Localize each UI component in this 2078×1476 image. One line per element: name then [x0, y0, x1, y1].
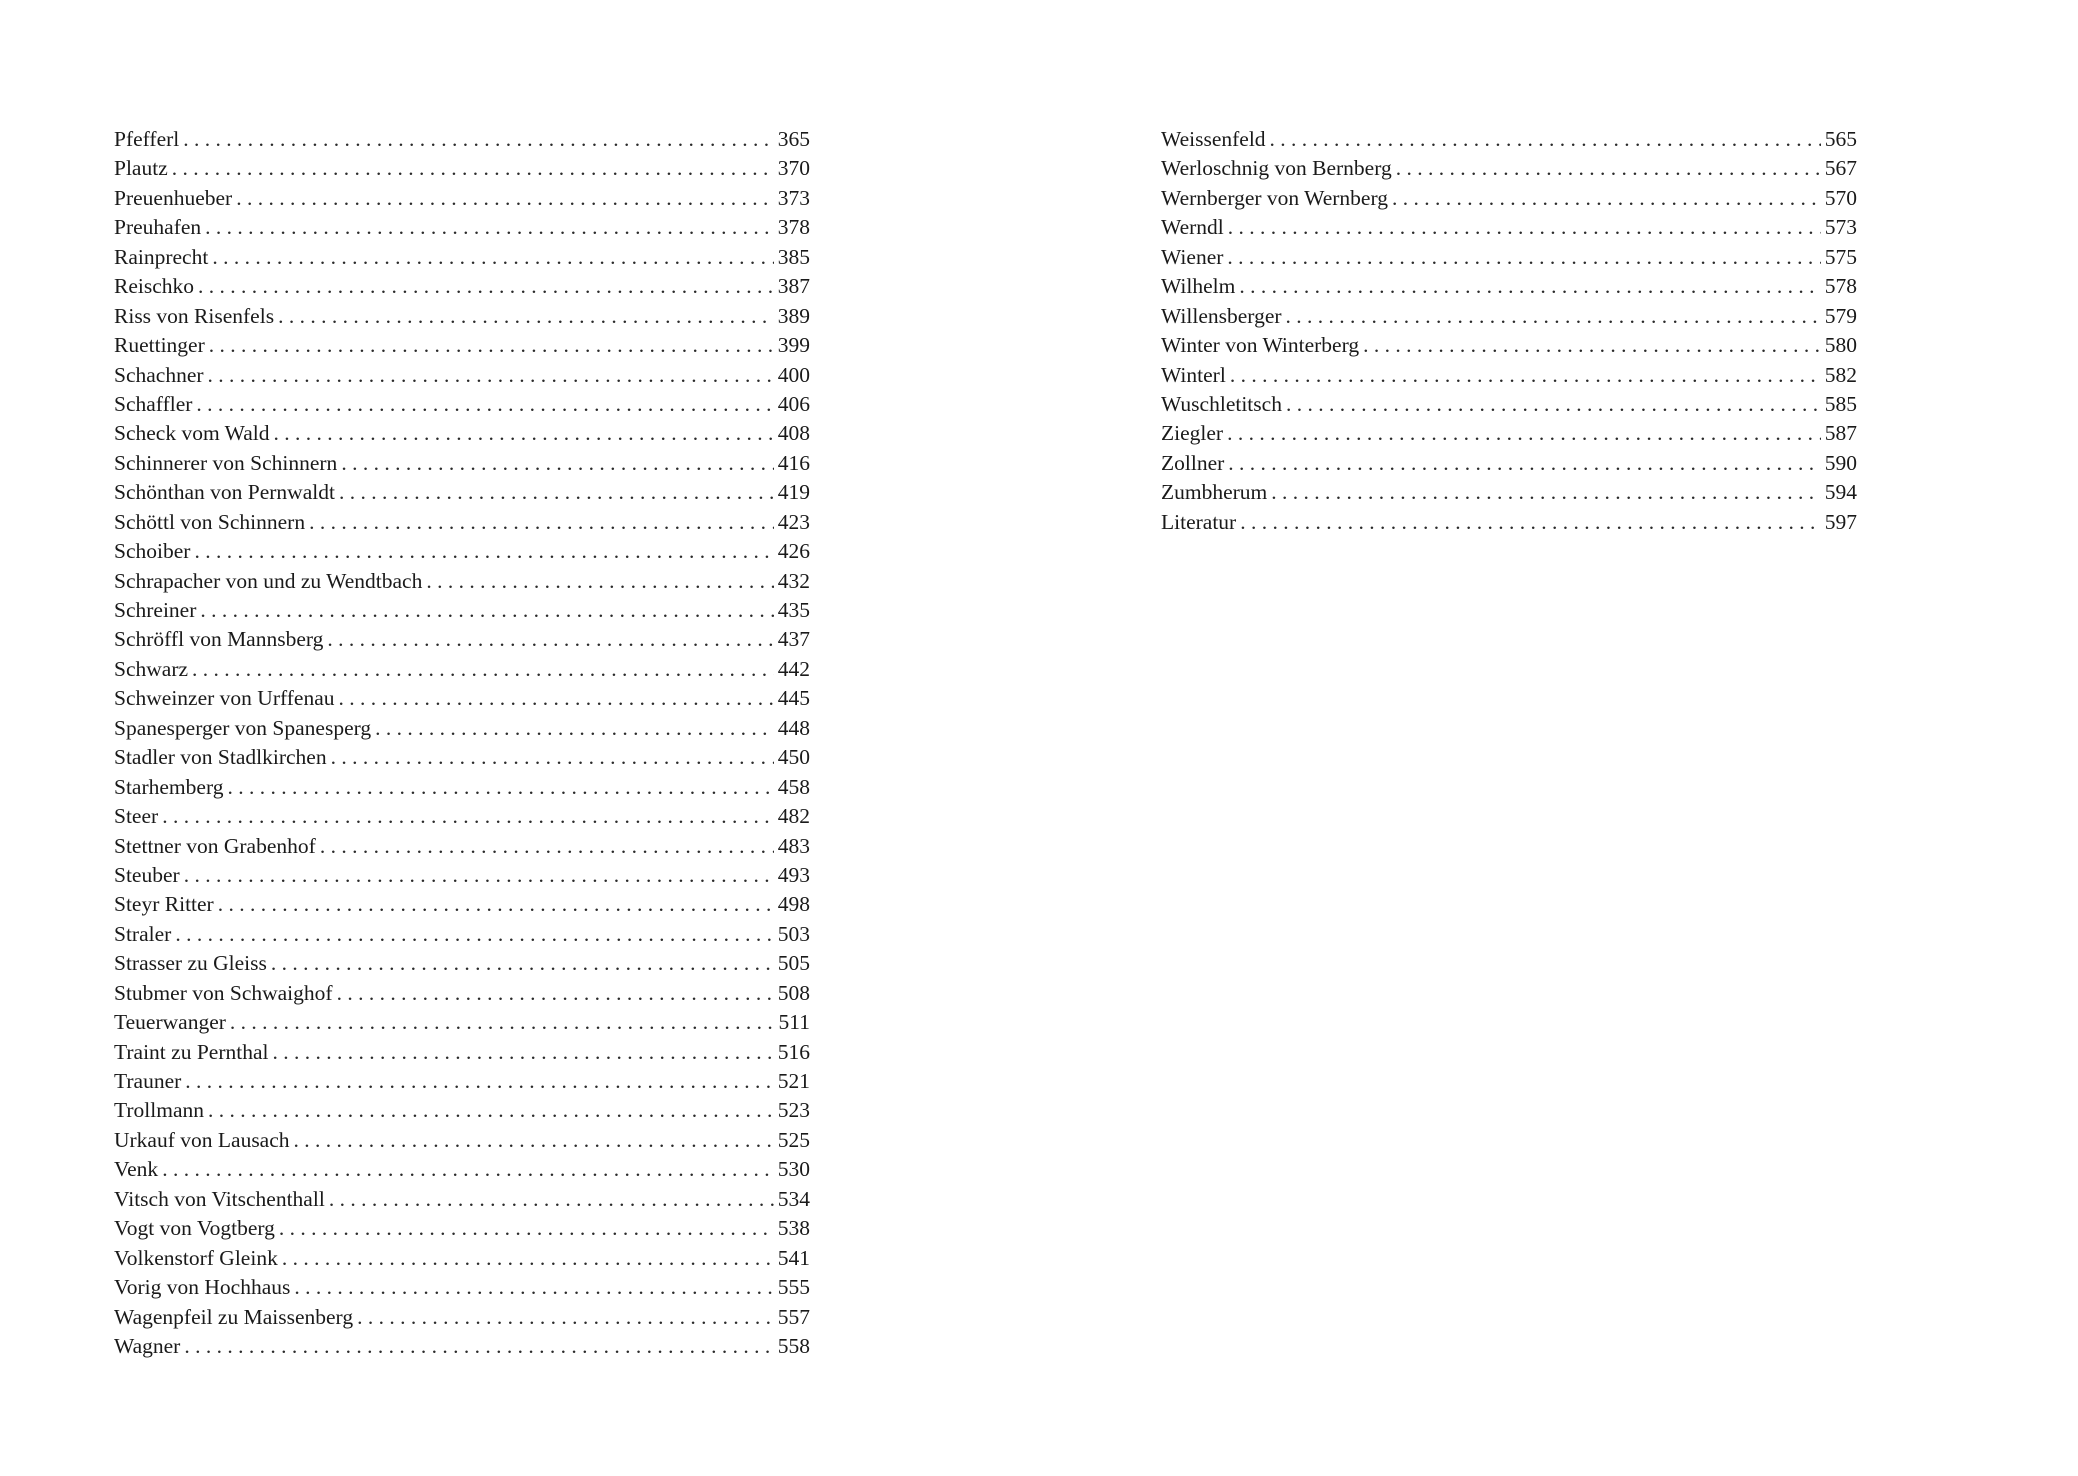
- toc-entry: [1161, 361, 1857, 390]
- toc-entry-name: Schröffl von Mannsberg: [114, 627, 324, 652]
- toc-entry-page-number: 555: [777, 1275, 810, 1300]
- toc-entry-page-number: 585: [1824, 391, 1857, 416]
- toc-entry-page-number: 508: [777, 980, 810, 1005]
- toc-entry-name: Literatur: [1161, 509, 1237, 534]
- toc-entry-name: Steuber: [114, 862, 180, 887]
- toc-entry: [114, 449, 810, 478]
- toc-entry-page-number: 406: [777, 391, 810, 416]
- toc-dot-leader: [175, 920, 773, 949]
- toc-entry-page-number: 387: [777, 274, 810, 299]
- toc-dot-leader: [272, 1038, 773, 1067]
- toc-entry: [114, 1244, 810, 1273]
- toc-entry-page-number: 573: [1824, 215, 1857, 240]
- toc-dot-leader: [375, 714, 774, 743]
- toc-entry-page-number: 419: [777, 480, 810, 505]
- toc-entry-name: Pfefferl: [114, 127, 180, 151]
- toc-entry-page-number: 587: [1824, 421, 1857, 446]
- toc-entry: [114, 508, 810, 537]
- toc-dot-leader: [282, 1244, 774, 1273]
- toc-entry-page-number: 493: [777, 862, 810, 887]
- toc-entry: [114, 1214, 810, 1243]
- toc-dot-leader: [194, 537, 773, 566]
- toc-dot-leader: [172, 154, 774, 183]
- toc-dot-leader: [339, 478, 774, 507]
- toc-entry-page-number: 408: [777, 421, 810, 446]
- toc-entry-name: Schaffler: [114, 391, 193, 416]
- toc-entry: [1161, 184, 1857, 213]
- toc-entry-name: Wiener: [1161, 244, 1224, 269]
- toc-entry-name: Straler: [114, 921, 172, 946]
- toc-entry-name: Steer: [114, 804, 159, 829]
- toc-entry-page-number: 458: [777, 774, 810, 799]
- toc-entry-name: Wilhelm: [1161, 274, 1236, 299]
- toc-entry-name: Reischko: [114, 274, 195, 299]
- toc-entry: [114, 361, 810, 390]
- toc-entry: [1161, 508, 1857, 537]
- toc-entry: [1161, 302, 1857, 331]
- toc-entry-page-number: 582: [1824, 362, 1857, 387]
- toc-entry-page-number: 482: [777, 804, 810, 829]
- toc-dot-leader: [1228, 449, 1820, 478]
- toc-entry-name: Schoiber: [114, 539, 191, 564]
- toc-entry-page-number: 416: [777, 450, 810, 475]
- toc-dot-leader: [162, 1155, 774, 1184]
- toc-entry-name: Urkauf von Lausach: [114, 1127, 290, 1152]
- toc-entry-page-number: 498: [777, 892, 810, 917]
- toc-entry-name: Wagner: [114, 1333, 181, 1358]
- toc-dot-leader: [1286, 302, 1821, 331]
- toc-entry-name: Stubmer von Schwaighof: [114, 980, 333, 1005]
- toc-dot-leader: [200, 596, 773, 625]
- toc-entry-page-number: 505: [777, 951, 810, 976]
- toc-entry-page-number: 389: [777, 303, 810, 328]
- toc-entry-name: Riss von Risenfels: [114, 303, 275, 328]
- toc-dot-leader: [341, 449, 773, 478]
- toc-entry-page-number: 558: [777, 1333, 810, 1358]
- toc-entry-name: Wernberger von Wernberg: [1161, 185, 1388, 210]
- toc-entry-page-number: 432: [777, 568, 810, 593]
- toc-entry-name: Traint zu Pernthal: [114, 1039, 269, 1064]
- toc-dot-leader: [218, 890, 774, 919]
- toc-dot-leader: [184, 861, 774, 890]
- toc-entry-page-number: 580: [1824, 333, 1857, 358]
- toc-entry-page-number: 399: [777, 333, 810, 358]
- toc-dot-leader: [192, 655, 774, 684]
- toc-entry-page-number: 565: [1824, 127, 1857, 151]
- toc-entry: [1161, 213, 1857, 242]
- toc-entry-page-number: 516: [777, 1039, 810, 1064]
- toc-entry-page-number: 426: [777, 539, 810, 564]
- toc-dot-leader: [309, 508, 774, 537]
- toc-entry: [114, 1273, 810, 1302]
- toc-entry: [114, 625, 810, 654]
- toc-dot-leader: [209, 331, 774, 360]
- toc-dot-leader: [185, 1067, 773, 1096]
- toc-entry-name: Rainprecht: [114, 244, 209, 269]
- toc-entry-name: Schweinzer von Urffenau: [114, 686, 335, 711]
- toc-entry-page-number: 483: [777, 833, 810, 858]
- toc-dot-leader: [327, 625, 773, 654]
- toc-entry-name: Schreiner: [114, 598, 197, 622]
- toc-entry-name: Scheck vom Wald: [114, 421, 270, 446]
- toc-entry-page-number: 579: [1824, 303, 1857, 328]
- toc-dot-leader: [183, 125, 773, 154]
- toc-entry-name: Zumbherum: [1161, 480, 1268, 505]
- toc-entry: [114, 1332, 810, 1361]
- toc-entry-name: Wagenpfeil zu Maissenberg: [114, 1304, 354, 1329]
- toc-entry-name: Werloschnig von Bernberg: [1161, 156, 1392, 181]
- toc-entry: [114, 832, 810, 861]
- toc-dot-leader: [339, 684, 774, 713]
- toc-entry-name: Venk: [114, 1157, 159, 1182]
- toc-dot-leader: [278, 302, 774, 331]
- toc-entry: [114, 154, 810, 183]
- toc-entry: [114, 714, 810, 743]
- toc-entry-name: Ruettinger: [114, 333, 205, 358]
- toc-entry-name: Steyr Ritter: [114, 892, 214, 917]
- toc-entry: [114, 1303, 810, 1332]
- toc-entry-name: Stettner von Grabenhof: [114, 833, 316, 858]
- toc-entry: [114, 1185, 810, 1214]
- toc-entry: [1161, 125, 1857, 154]
- toc-entry-name: Stadler von Stadlkirchen: [114, 745, 327, 770]
- toc-dot-leader: [198, 272, 774, 301]
- toc-entry-page-number: 373: [777, 185, 810, 210]
- toc-entry: [1161, 478, 1857, 507]
- toc-entry-name: Ziegler: [1161, 421, 1224, 446]
- toc-entry: [114, 243, 810, 272]
- toc-dot-leader: [208, 1096, 774, 1125]
- toc-dot-leader: [271, 949, 774, 978]
- toc-dot-leader: [1230, 361, 1821, 390]
- toc-entry: [114, 567, 810, 596]
- toc-dot-leader: [1392, 184, 1821, 213]
- toc-dot-leader: [357, 1303, 774, 1332]
- toc-entry-page-number: 538: [777, 1216, 810, 1241]
- toc-entry-name: Wuschletitsch: [1161, 391, 1282, 416]
- toc-entry-name: Trollmann: [114, 1098, 204, 1123]
- toc-entry: [114, 979, 810, 1008]
- toc-entry: [114, 1038, 810, 1067]
- toc-entry-page-number: 370: [777, 156, 810, 181]
- toc-entry: [114, 419, 810, 448]
- toc-entry-page-number: 570: [1824, 185, 1857, 210]
- toc-entry: [114, 302, 810, 331]
- toc-dot-leader: [212, 243, 773, 272]
- toc-entry: [114, 596, 810, 625]
- toc-entry-page-number: 567: [1824, 156, 1857, 181]
- toc-entry-name: Weissenfeld: [1161, 127, 1266, 151]
- toc-entry: [114, 213, 810, 242]
- toc-dot-leader: [331, 743, 774, 772]
- toc-entry: [1161, 272, 1857, 301]
- toc-list-right: [1161, 125, 1857, 537]
- toc-dot-leader: [208, 361, 774, 390]
- toc-entry-page-number: 365: [777, 127, 810, 151]
- toc-dot-leader: [294, 1126, 774, 1155]
- toc-entry: [114, 390, 810, 419]
- toc-entry-name: Vitsch von Vitschenthall: [114, 1186, 325, 1211]
- toc-entry-name: Preuhafen: [114, 215, 202, 240]
- toc-list-left: [114, 125, 810, 1361]
- toc-dot-leader: [279, 1214, 774, 1243]
- toc-entry-name: Preuenhueber: [114, 185, 233, 210]
- toc-dot-leader: [236, 184, 774, 213]
- toc-dot-leader: [320, 832, 774, 861]
- toc-entry: [114, 478, 810, 507]
- toc-entry-page-number: 521: [777, 1069, 810, 1093]
- toc-entry-page-number: 435: [777, 598, 810, 622]
- toc-dot-leader: [227, 773, 773, 802]
- toc-dot-leader: [1227, 419, 1821, 448]
- toc-dot-leader: [1286, 390, 1821, 419]
- toc-entry-name: Starhemberg: [114, 774, 224, 799]
- toc-dot-leader: [196, 390, 773, 419]
- toc-entry: [1161, 154, 1857, 183]
- toc-entry: [114, 861, 810, 890]
- toc-entry: [114, 184, 810, 213]
- toc-entry-name: Schachner: [114, 362, 204, 387]
- toc-entry: [114, 920, 810, 949]
- toc-entry: [114, 655, 810, 684]
- toc-right-column: [1161, 125, 1857, 537]
- toc-entry-page-number: 437: [777, 627, 810, 652]
- toc-entry: [1161, 449, 1857, 478]
- toc-entry-page-number: 525: [777, 1127, 810, 1152]
- toc-entry-page-number: 557: [777, 1304, 810, 1329]
- toc-dot-leader: [1363, 331, 1821, 360]
- toc-entry-name: Schinnerer von Schinnern: [114, 450, 338, 475]
- toc-dot-leader: [337, 979, 774, 1008]
- toc-dot-leader: [1271, 478, 1820, 507]
- toc-entry-name: Trauner: [114, 1069, 182, 1093]
- toc-dot-leader: [426, 567, 773, 596]
- toc-entry-page-number: 442: [777, 656, 810, 681]
- toc-entry-page-number: 578: [1824, 274, 1857, 299]
- toc-entry-page-number: 575: [1824, 244, 1857, 269]
- toc-entry: [114, 773, 810, 802]
- toc-entry-name: Vogt von Vogtberg: [114, 1216, 275, 1241]
- toc-dot-leader: [162, 802, 774, 831]
- toc-entry-page-number: 450: [777, 745, 810, 770]
- toc-dot-leader: [1240, 508, 1821, 537]
- toc-entry-page-number: 597: [1824, 509, 1857, 534]
- toc-dot-leader: [184, 1332, 773, 1361]
- toc-entry: [114, 684, 810, 713]
- toc-entry-name: Vorig von Hochhaus: [114, 1275, 291, 1300]
- toc-entry-page-number: 594: [1824, 480, 1857, 505]
- toc-entry-page-number: 503: [777, 921, 810, 946]
- toc-dot-leader: [205, 213, 774, 242]
- toc-entry-name: Zollner: [1161, 450, 1225, 475]
- toc-entry-name: Schöttl von Schinnern: [114, 509, 306, 534]
- toc-entry-name: Schönthan von Pernwaldt: [114, 480, 335, 505]
- toc-entry: [114, 1096, 810, 1125]
- toc-entry-name: Strasser zu Gleiss: [114, 951, 267, 976]
- toc-entry: [114, 537, 810, 566]
- toc-entry-page-number: 511: [778, 1010, 810, 1035]
- toc-entry-page-number: 378: [777, 215, 810, 240]
- toc-entry-name: Teuerwanger: [114, 1010, 226, 1035]
- toc-entry: [114, 331, 810, 360]
- toc-dot-leader: [294, 1273, 773, 1302]
- toc-entry: [114, 1067, 810, 1096]
- toc-entry-name: Winter von Winterberg: [1161, 333, 1360, 358]
- toc-entry: [114, 272, 810, 301]
- toc-entry: [1161, 331, 1857, 360]
- toc-dot-leader: [274, 419, 774, 448]
- toc-entry: [114, 1126, 810, 1155]
- toc-dot-leader: [230, 1008, 775, 1037]
- toc-entry: [1161, 243, 1857, 272]
- toc-entry: [114, 1008, 810, 1037]
- toc-entry-page-number: 423: [777, 509, 810, 534]
- toc-entry-page-number: 541: [777, 1245, 810, 1270]
- toc-entry-name: Werndl: [1161, 215, 1224, 240]
- toc-entry-page-number: 530: [777, 1157, 810, 1182]
- toc-dot-leader: [1270, 125, 1821, 154]
- toc-entry-name: Winterl: [1161, 362, 1226, 387]
- toc-entry-page-number: 385: [777, 244, 810, 269]
- toc-entry-page-number: 448: [777, 715, 810, 740]
- toc-entry: [1161, 419, 1857, 448]
- toc-entry-name: Spanesperger von Spanesperg: [114, 715, 372, 740]
- toc-entry-page-number: 590: [1824, 450, 1857, 475]
- toc-entry-page-number: 534: [777, 1186, 810, 1211]
- toc-entry-name: Willensberger: [1161, 303, 1282, 328]
- toc-left-column: [114, 125, 810, 1361]
- toc-entry: [114, 949, 810, 978]
- toc-entry-page-number: 400: [777, 362, 810, 387]
- toc-dot-leader: [329, 1185, 774, 1214]
- toc-entry: [114, 125, 810, 154]
- toc-entry-name: Schwarz: [114, 656, 189, 681]
- toc-entry-page-number: 523: [777, 1098, 810, 1123]
- toc-entry: [114, 743, 810, 772]
- toc-dot-leader: [1396, 154, 1821, 183]
- toc-entry: [114, 890, 810, 919]
- toc-dot-leader: [1228, 213, 1821, 242]
- toc-entry: [114, 802, 810, 831]
- toc-dot-leader: [1227, 243, 1820, 272]
- toc-entry-page-number: 445: [777, 686, 810, 711]
- toc-entry-name: Schrapacher von und zu Wendtbach: [114, 568, 423, 593]
- toc-dot-leader: [1239, 272, 1820, 301]
- toc-entry: [1161, 390, 1857, 419]
- toc-entry: [114, 1155, 810, 1184]
- toc-entry-name: Plautz: [114, 156, 168, 181]
- toc-entry-name: Volkenstorf Gleink: [114, 1245, 278, 1270]
